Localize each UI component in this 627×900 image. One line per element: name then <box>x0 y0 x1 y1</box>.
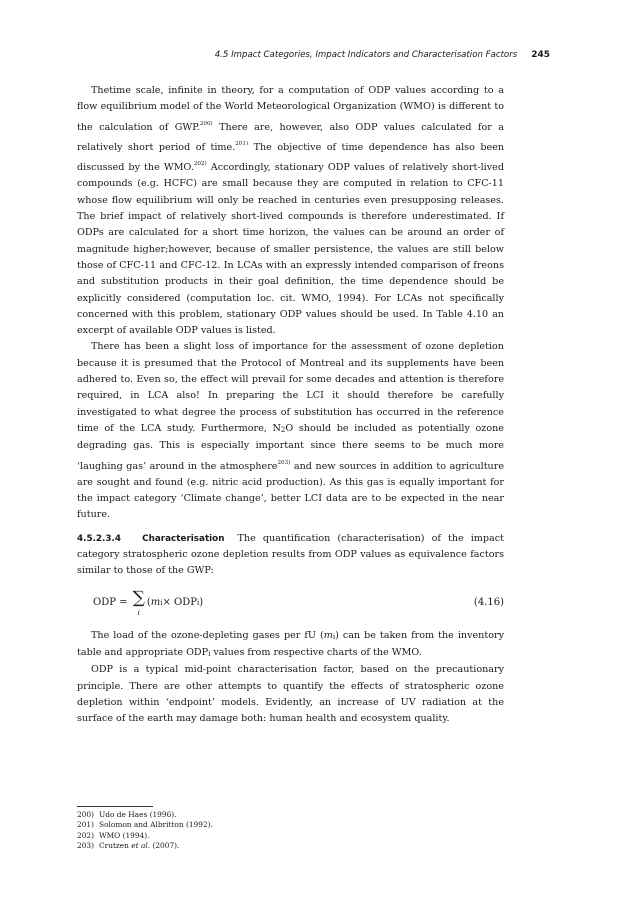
footnote-ref-200[interactable]: 200) <box>199 120 213 127</box>
text-run: and new sources in addition to agriculture are sought and found (e.g. nitric acid production). As this gas is equally important for the impact category ‘Climate change’, better LCI data are to be expected in the near future. <box>77 460 504 521</box>
paren-open: ( <box>146 597 151 609</box>
footnote-number: 201) <box>77 820 94 830</box>
text-run: The objective of time dependence has also been discussed by the WMO. <box>77 141 504 174</box>
text-run: The load of the ozone-depleting gases per fU ( <box>91 629 324 641</box>
equation-4-16 <box>77 580 504 628</box>
footnote-text: (2007). <box>150 840 180 850</box>
subscript: 2 <box>280 425 286 434</box>
summation <box>133 589 145 619</box>
footnote-text: WMO (1994). <box>99 830 150 840</box>
times-odp: × ODP <box>162 597 197 609</box>
footnotes <box>77 810 497 851</box>
footnote-text: Udo de Haes (1996). <box>99 810 177 819</box>
text-run: O should be included as potentially ozone degrading gas. This is especially important since there seems to be much more ‘laughing gas’ around in the atmosphere <box>77 422 504 472</box>
footnote-item <box>77 810 497 820</box>
equation-number: (4.16) <box>473 597 504 609</box>
section-characterisation <box>77 531 504 580</box>
running-header <box>214 44 550 66</box>
page-number: 245 <box>531 50 550 60</box>
footnote-text: Crutzen <box>99 840 132 850</box>
footnote-text: Solomon and Albritton (1992). <box>99 820 213 830</box>
subscript: i <box>208 649 211 658</box>
paragraph-load <box>77 628 504 663</box>
footnote-divider <box>77 806 153 807</box>
body-text <box>77 83 504 727</box>
footnote-number: 203) <box>77 840 94 850</box>
paragraph-midpoint: ODP is a typical mid-point characterisation factor, based on the precautionary principle. There are other attempts to quantify the effects of stratospheric ozone depletion within ‘endpoint’ models. Evidently, an increase of UV radiation at the surface of the earth may damage both: human health and ecosystem quality. <box>77 664 504 725</box>
footnote-number: 200) <box>77 810 94 819</box>
footnote-ref-203[interactable]: 203) <box>277 459 291 466</box>
section-number: 4.5.2.3.4 <box>77 533 121 544</box>
footnote-ref-201[interactable]: 201) <box>235 140 249 147</box>
equation-body <box>93 589 203 619</box>
subscript: i <box>332 632 336 641</box>
footnote-number: 202) <box>77 830 94 840</box>
subscript: i <box>160 599 163 608</box>
text-run: There are, however, also ODP values calculated for a relatively short period of time. <box>77 121 504 153</box>
sigma-index: i <box>137 608 140 617</box>
text-run: values from respective charts of the WMO. <box>210 646 422 658</box>
running-title: 4.5 Impact Categories, Impact Indicators and Characterisation Factors <box>214 50 518 60</box>
paren-close: ) <box>199 597 204 609</box>
equation-lhs: ODP = <box>93 597 128 609</box>
footnote-item <box>77 820 497 830</box>
footnote-ref-202[interactable]: 202) <box>193 161 207 168</box>
text-run: ) can be taken from the inventory table and appropriate ODP <box>77 629 504 658</box>
section-text: The quantification (characterisation) of the impact category stratospheric ozone depletion results from ODP values as equivalence factors similar to those of the GWP: <box>77 532 504 577</box>
var-m: m <box>323 629 333 641</box>
text-run: Accordingly, stationary ODP values of relatively short-lived compounds (e.g. HCFC) are small because they are computed in relation to CFC-11 whose flow equilibrium will only be reached in centuries even presupposing releases. The brief impact of relatively short-lived compounds is therefore underestimated. If ODPs are calculated for a short time horizon, the values can be around an order of magnitude higher;however, because of smaller persistence, the values are still below those of CFC-11 and CFC-12. In LCAs with an expressly intended comparison of freons and substitution products in their goal definition, the time dependence should be explicitly considered (computation loc. cit. WMO, 1994). For LCAs not specifically concerned with this problem, stationary ODP values should be used. In Table 4.10 an excerpt of available ODP values is listed. <box>77 162 504 337</box>
paragraph-ozone-importance <box>77 339 504 523</box>
text-run: Thetime scale, infinite in theory, for a computation of ODP values according to a flow equilibrium model of the World Meteorological Organization (WMO) is different to the calculation of GWP. <box>77 85 504 133</box>
sigma-symbol: ∑ <box>132 587 145 608</box>
var-m: m <box>150 597 161 609</box>
paragraph-time-scale <box>77 83 504 339</box>
subscript: i <box>197 599 200 608</box>
section-title: Characterisation <box>142 533 225 544</box>
text-run: There has been a slight loss of importance for the assessment of ozone depletion because it is presumed that the Protocol of Montreal and its supplements have been adhered to. Even so, the effect will prevail for some decades and attention is therefore required, in LCA also! In preparing the LCI it should therefore be carefully investigated to what degree the process of substitution has occurred in the reference time of the LCA study. Furthermore, N <box>77 341 504 434</box>
footnote-italic: et al. <box>131 840 151 850</box>
footnote-item <box>77 841 497 851</box>
footnote-item <box>77 831 497 841</box>
